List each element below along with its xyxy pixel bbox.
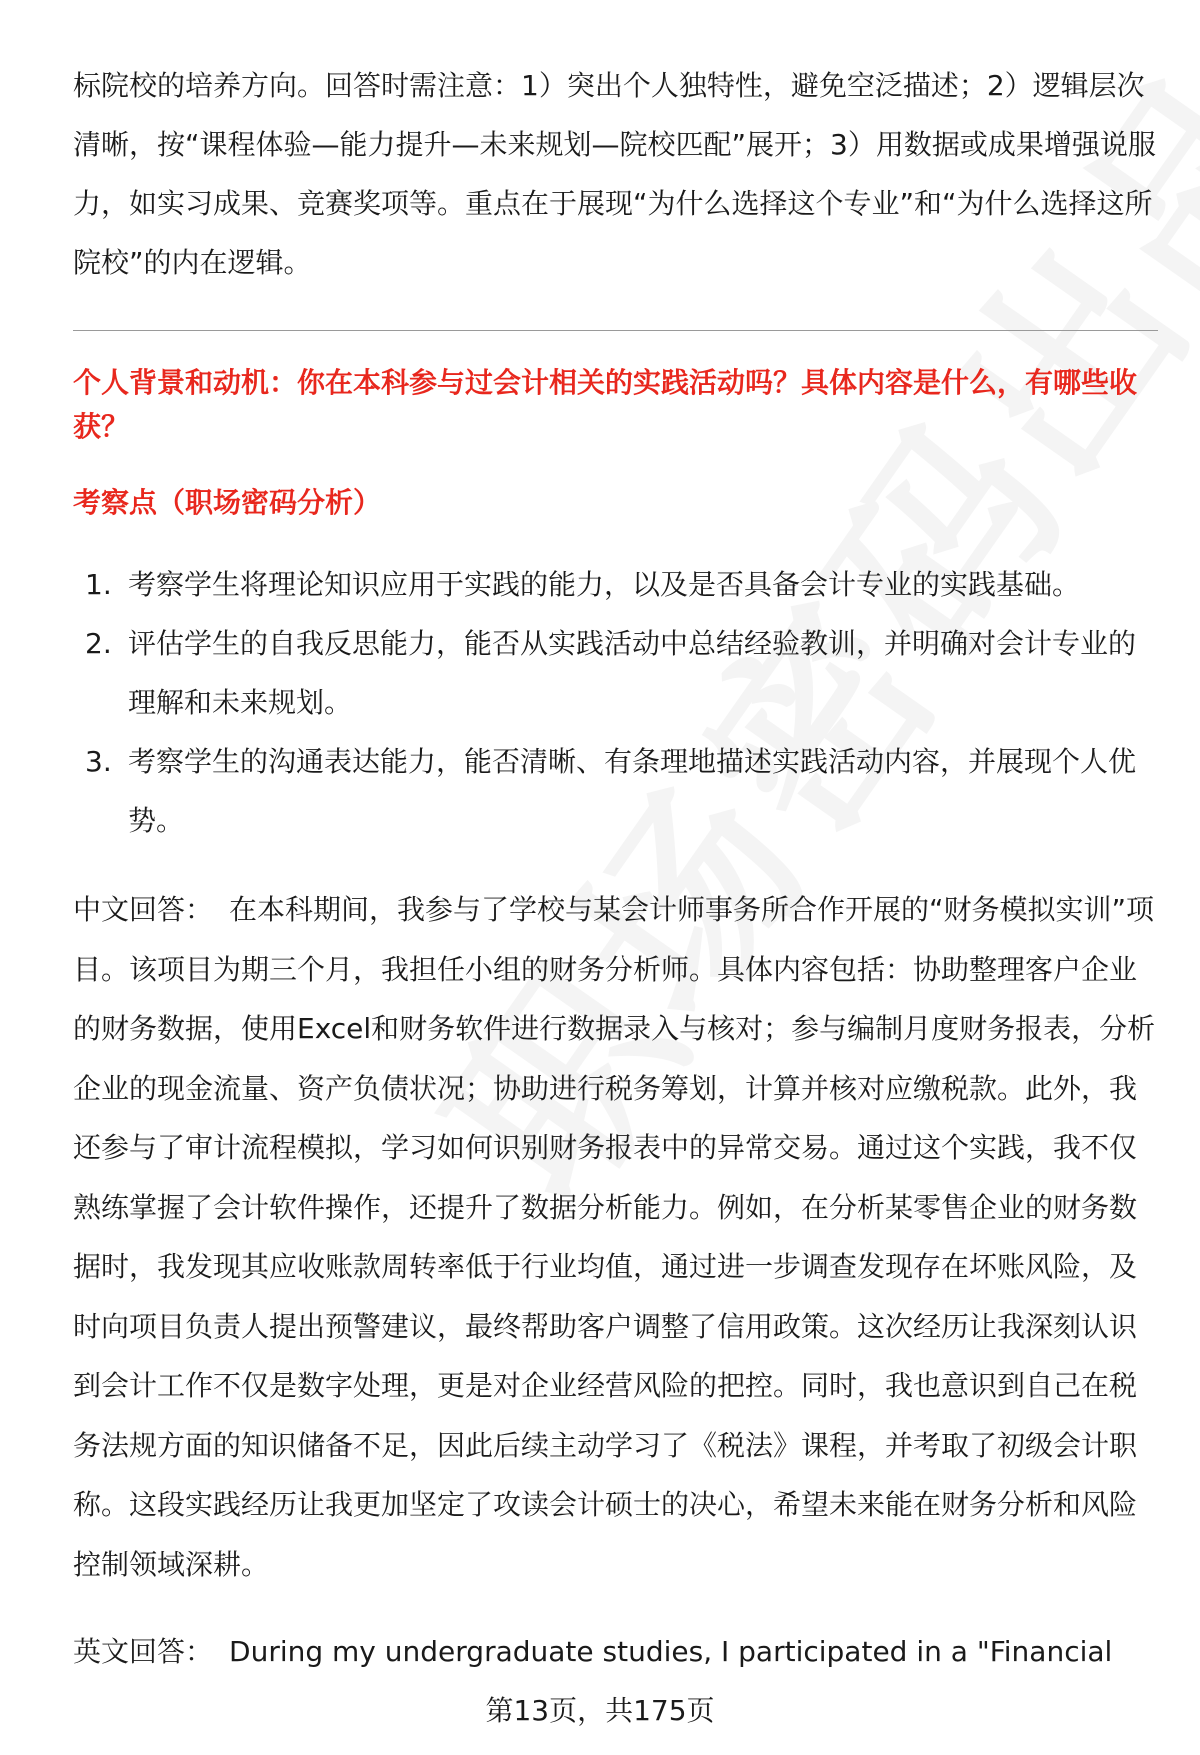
list-item-number: 1. [85, 568, 112, 601]
document-page [73, 0, 1158, 1674]
page-number-footer: 第13页，共175页 [485, 1694, 715, 1727]
chinese-answer [73, 880, 1158, 1594]
assessment-points-list [73, 555, 1158, 850]
english-answer-label: 英文回答： [73, 1635, 214, 1668]
list-item [73, 555, 1158, 614]
chinese-answer-label: 中文回答： [73, 893, 214, 926]
english-answer-text: During my undergraduate studies, I participated in a "Financial [229, 1635, 1113, 1668]
list-item [73, 732, 1158, 850]
list-item [73, 614, 1158, 732]
section-title: 考察点（职场密码分析） [73, 486, 382, 519]
list-item-text: 评估学生的自我反思能力，能否从实践活动中总结经验教训，并明确对会计专业的理解和未来规划。 [128, 627, 1137, 719]
english-answer [73, 1630, 1158, 1674]
section-divider [73, 330, 1158, 331]
intro-paragraph: 标院校的培养方向。回答时需注意：1）突出个人独特性，避免空泛描述；2）逻辑层次清晰，按“课程体验—能力提升—未来规划—院校匹配”展开；3）用数据或成果增强说服力，如实习成果、竞赛奖项等。重点在于展现“为什么选择这个专业”和“为什么选择这所院校”的内在逻辑。 [73, 69, 1156, 279]
question-heading: 个人背景和动机：你在本科参与过会计相关的实践活动吗？具体内容是什么，有哪些收获？ [73, 366, 1138, 443]
list-item-number: 3. [85, 745, 112, 778]
chinese-answer-text: 在本科期间，我参与了学校与某会计师事务所合作开展的“财务模拟实训”项目。该项目为期三个月，我担任小组的财务分析师。具体内容包括：协助整理客户企业的财务数据，使用Excel和财务软件进行数据录入与核对；参与编制月度财务报表，分析企业的现金流量、资产负债状况；协助进行税务筹划，计算并核对应缴税款。此外，我还参与了审计流程模拟，学习如何识别财务报表中的异常交易。通过这个实践，我不仅熟练掌握了会计软件操作，还提升了数据分析能力。例如，在分析某零售企业的财务数据时，我发现其应收账款周转率低于行业均值，通过进一步调查发现存在坏账风险，及时向项目负责人提出预警建议，最终帮助客户调整了信用政策。这次经历让我深刻认识到会计工作不仅是数字处理，更是对企业经营风险的把控。同时，我也意识到自己在税务法规方面的知识储备不足，因此后续主动学习了《税法》课程，并考取了初级会计职称。这段实践经历让我更加坚定了攻读会计硕士的决心，希望未来能在财务分析和风险控制领域深耕。 [73, 893, 1156, 1581]
list-item-number: 2. [85, 627, 112, 660]
list-item-text: 考察学生将理论知识应用于实践的能力，以及是否具备会计专业的实践基础。 [128, 568, 1081, 601]
list-item-text: 考察学生的沟通表达能力，能否清晰、有条理地描述实践活动内容，并展现个人优势。 [128, 745, 1137, 837]
